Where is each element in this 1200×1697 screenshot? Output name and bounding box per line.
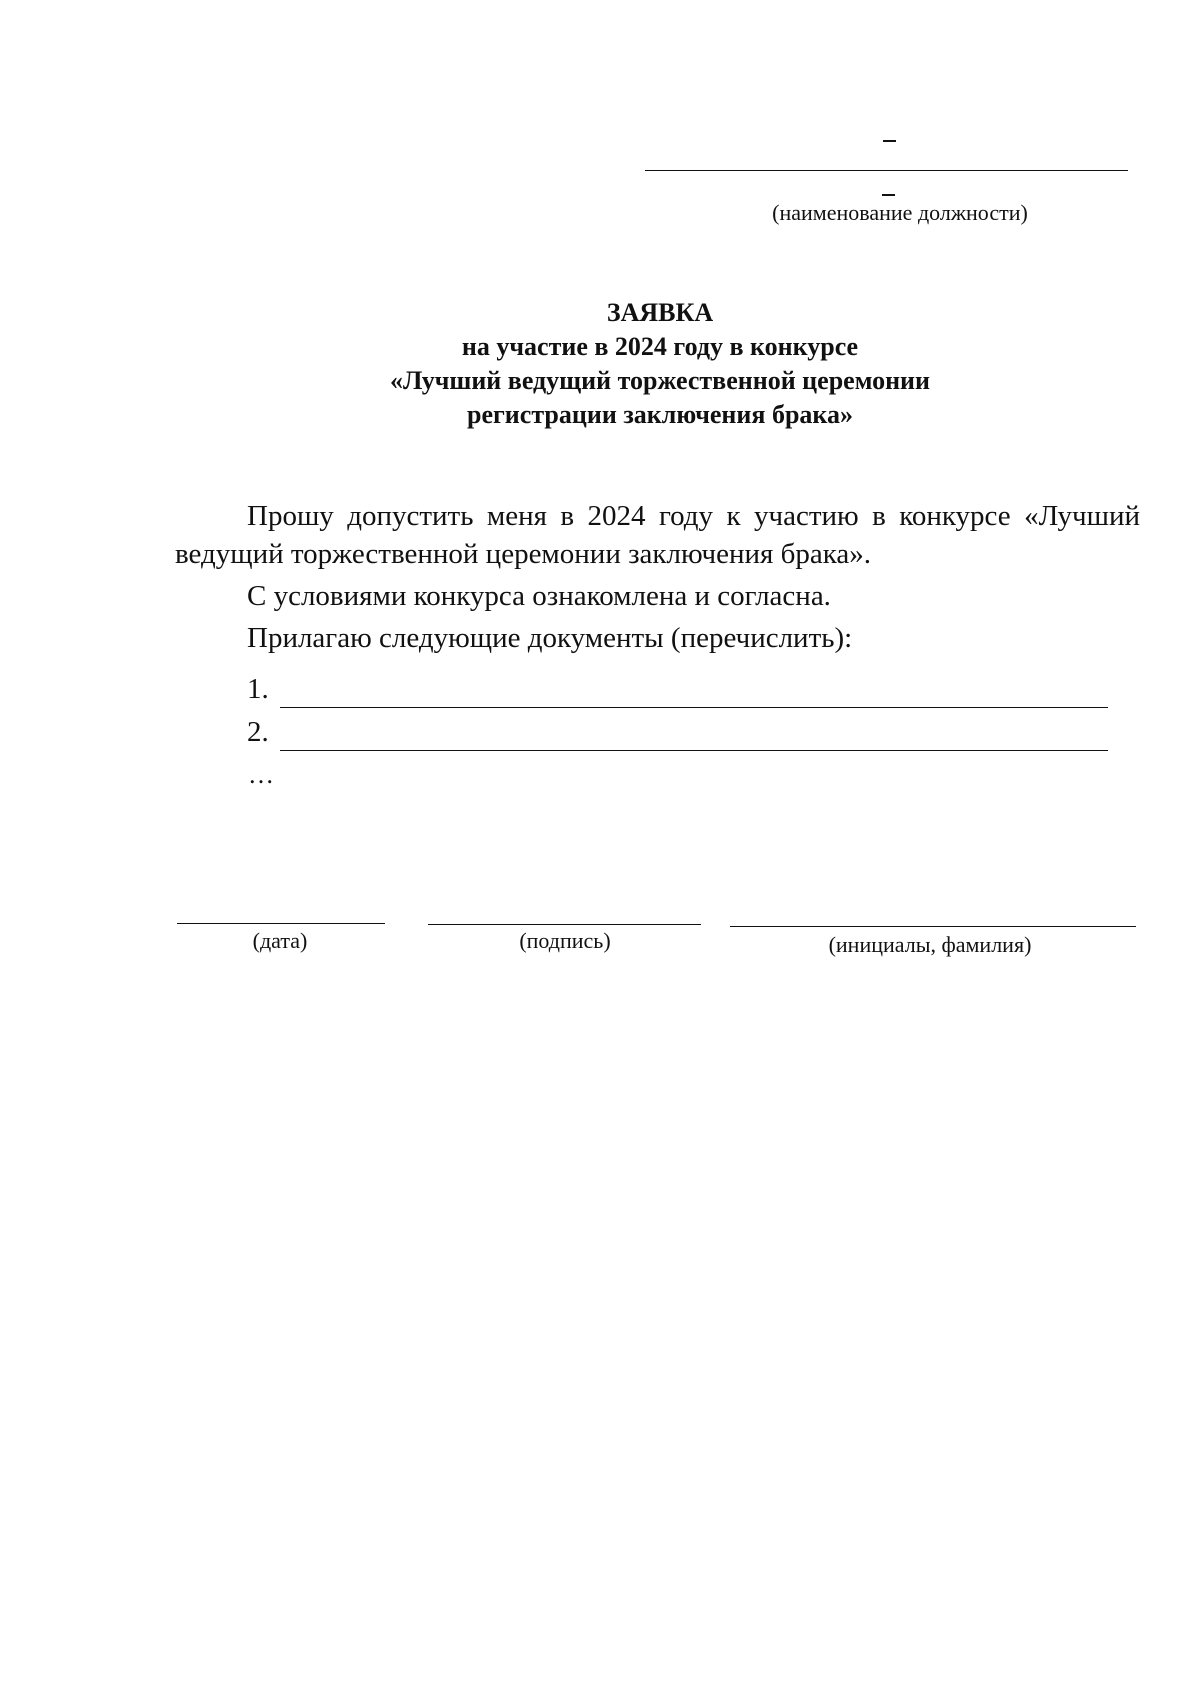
signature-caption: (подпись) (519, 928, 611, 953)
list-continuation: … (248, 760, 277, 789)
document-subtitle-line-3: регистрации заключения брака» (467, 400, 853, 429)
consent-paragraph: С условиями конкурса ознакомлена и согласна. (247, 580, 831, 612)
dash-mark-bottom (882, 194, 895, 196)
name-caption: (инициалы, фамилия) (828, 932, 1032, 957)
document-subtitle-line-1: на участие в 2024 году в конкурсе (461, 332, 859, 361)
dash-mark-top (883, 140, 896, 142)
document-subtitle-line-2: «Лучший ведущий торжественной церемонии (389, 366, 931, 395)
request-paragraph: Прошу допустить меня в 2024 году к участию в конкурсе «Лучший ведущий торжественной церемонии заключения брака». (175, 500, 1140, 570)
date-caption: (дата) (252, 928, 308, 953)
document-item-1-blank (280, 707, 1108, 708)
application-body (175, 497, 1140, 657)
document-title: ЗАЯВКА (606, 298, 714, 327)
signature-blank-line (428, 924, 701, 925)
position-blank-line (645, 170, 1128, 171)
date-blank-line (177, 923, 385, 924)
document-title-block (260, 296, 1060, 432)
document-item-1-number: 1. (247, 673, 269, 705)
document-item-2-number: 2. (247, 716, 269, 748)
document-item-2-blank (280, 750, 1108, 751)
attachments-paragraph: Прилагаю следующие документы (перечислить): (247, 622, 853, 654)
position-caption: (наименование должности) (772, 200, 1028, 225)
name-blank-line (730, 926, 1136, 927)
